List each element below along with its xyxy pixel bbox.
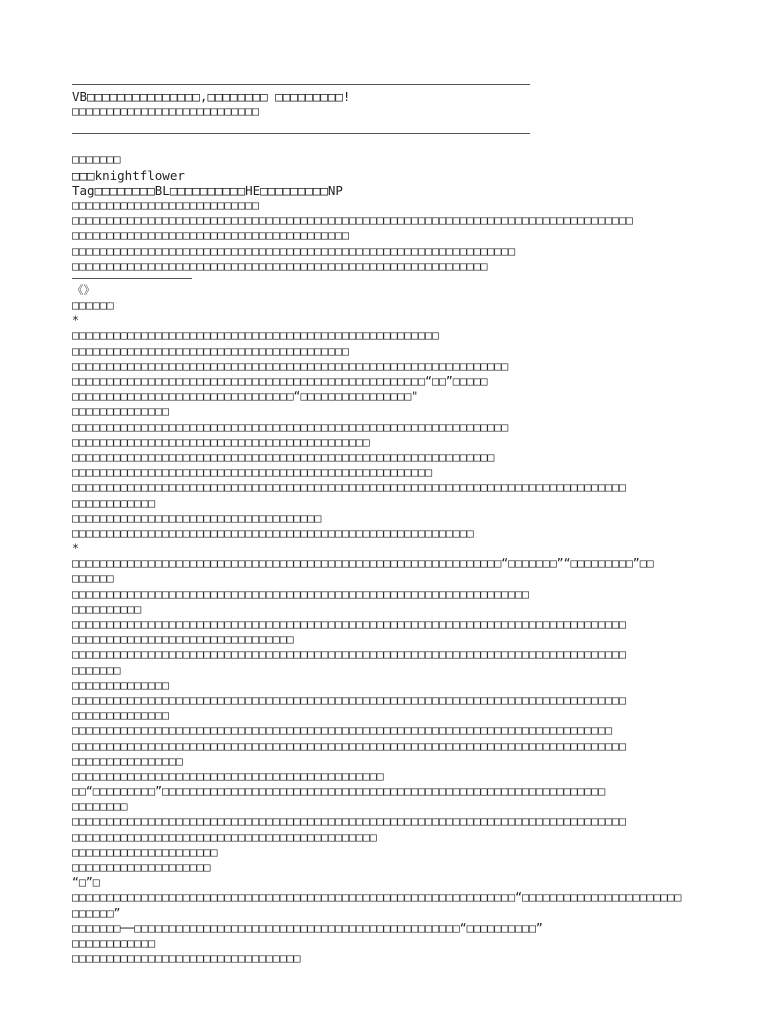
paragraph-line: □□□□□□□□□□□□□□□□□□□□□□□□□□□□□□□□□□□□□□□□□□□□□□□□□□□□□□□□□□ [72,525,474,540]
paragraph-line: □□“□□□□□□□□□”□□□□□□□□□□□□□□□□□□□□□□□□□□□□□□□□□□□□□□□□□□□□□□□□□□□□□□□□□□□□□□□□ [72,784,606,799]
paragraph-line: □□□□□□□□□□□□□□□□□□□□□□□□□□□□□□□□□□□□□□□□□□□□□□□□□□□□□□□□□□□□□□“□□□□□□□”“□□□□□□□□□”□□ [72,556,654,571]
paragraph-line: □□□□□□□□□□□□□□□□□□□□□□□□□□□□□□□□□□□□□□□□□□□□□□□□□□□□□□□□□□□□□□□□□□ [72,586,529,601]
section-star: * [72,313,79,328]
section-marker: 《》 [72,282,95,297]
paragraph-line: □□□□□□□□□□□□□□□□□□□□□□□□□□□□□□□□□□□□□□□□□□□□□□□□□□□□□ [72,328,439,343]
paragraph-line: □□□□□□□□□□□□□□□□□□□□□□□□□□□□□□□□□□□□□□□□□□□□□□□□□□□□□□□□□□□□□□□□□□□□□□□□□□□□□□ [72,723,613,738]
paragraph-line: □□□□□□□□□□□□□□□□□□□□ [72,860,211,874]
paragraph-line: □□□□□□□□□□□□□□ [72,708,169,723]
paragraph-line: □□□□□□□□□□□□□□□□□□□□□□□□□□□□□□□□□□□□□□□□□□□□□□□□□□□□□□□□□□□□□□□□□□□□□□□□□□□□□□□□ [72,617,626,631]
body-part-3 [72,875,696,966]
paragraph-line: □□□□□□□□□□□□□□□□□□□□□□□□□□□□□□□□□□□□□□□□□□□□□□□□□□□□□□□□□□□□□□□□□□□□□□□□□□□□□□□□ [72,814,626,829]
paragraph-line: □□□□□□□□□□□□□□□□□□□□□□□□□□□□□□□□□□□□□□□□□□□□□□□□□□□□□□□□□□□□□ [72,449,495,464]
paragraph-line: □□□□□□□□□□□□□□□□□□□□□□□□□□□□□□□□□□□□□□□□□□□□□□□□□□□□ [72,465,433,480]
paragraph-line: □□□□□□□□□□□□□□□□□□□□□□□□□□□□□□□□□□□□□□□□□□□□ [72,829,377,844]
paragraph-line: □□□□□□” [72,905,121,920]
summary-line: □□□□□□□□□□□□□□□□□□□□□□□□□□□□□□□□□□□□□□□□□□□□□□□□□□□□□□□□□□□□□□□□ [72,243,516,258]
paragraph-line: □□□□□□□──□□□□□□□□□□□□□□□□□□□□□□□□□□□□□□□□□□□□□□□□□□□□□□□“□□□□□□□□□□” [72,920,543,935]
summary-line: □□□□□□□□□□□□□□□□□□□□□□□□□□□□□□□□□□□□□□□□ [72,228,349,243]
paragraph-line: □□□□□□□□□□□□□□ [72,404,169,419]
paragraph-line: □□□□□□□□□□□□ [72,935,156,950]
story-heading: □□□□□□□ [72,152,121,167]
header-line-2: □□□□□□□□□□□□□□□□□□□□□□□□□□□ [72,104,259,119]
paragraph-line: □□□□□□□□□□□□□□□□□□□□□□□□□□□□□□□□□□□□ [72,510,322,525]
tag-line: Tag□□□□□□□□BL□□□□□□□□□□HE□□□□□□□□□NP [72,182,343,198]
paragraph-line: □□□□□□□□□□□□□□□□□□□□□□□□□□□□□□□□□□□□□□□□□□□□□□□□□□□□□□□□□□□□□□□□□□□□□□□□□□□□□□□□ [72,738,626,753]
paragraph-line: □□□□□□□□□□□□□□□□ [72,753,183,768]
paragraph-line: □□□□□□□□□□□□□□□□□□□□□□□□□□□□□□□□□□□□□□□□□□□□□ [72,768,384,783]
paragraph-line: □□□□□□□□□□□□□□□□□□□□□□□□□□□□□□□□ [72,632,294,647]
paragraph-line: □□□□□□□□□□□□ [72,495,156,510]
paragraph-line: □□□□□□□□□□□□□□□□□□□□□□□□□□□□□□□□□□□□□□□□□□□□□□□□□□□□□□□□□□□□□□□□□□□□□□□□□□□□□□□□ [72,480,626,495]
document-page [72,72,696,966]
paragraph-line: □□□□□□□□□□□□□□□□□□□□□□□□□□□□□□□□□□□□□□□□□□□□□□□□□□□□□□□□□□□□□□□□□□□□□□□□□□□□□□□□ [72,692,626,707]
body-part-2 [72,556,696,875]
paragraph-line: □□□□□□□□□□□□□□□□□□□□□□□□□□□□□□□□“□□□□□□□□□□□□□□□□" [72,389,419,404]
summary-line: □□□□□□□□□□□□□□□□□□□□□□□□□□□□□□□□□□□□□□□□□□□□□□□□□□□□□□□□□□□□□□□□□□□□□□□□□□□□□□□□□ [72,213,633,228]
paragraph-line: □□□□□□□□□□□□□□□□□□□□□□□□□□□□□□□□□□□□□□□□ [72,343,349,358]
scene-break-star: * [72,541,79,556]
paragraph-line: □□□□□□□ [72,662,121,677]
paragraph-line: □□□□□□□□□□□□□□□□□□□□□□□□□□□□□□□□□□□□□□□□□□□ [72,434,370,449]
paragraph-line: □□□□□□□□□□□□□□□□□□□□□ [72,844,218,859]
paragraph-line: □□□□□□□□□□□□□□ [72,677,169,692]
paragraph-line: □□□□□□ [72,571,114,586]
paragraph-line: □□□□□□□□□□□□□□□□□□□□□□□□□□□□□□□□□□□□□□□□□□□□□□□□□□□□□□□□□□□□□□□ [72,419,509,434]
author-line: □□□knightflower [72,167,185,183]
paragraph-line: “□”□ [72,875,100,890]
header-line-1: VB□□□□□□□□□□□□□□□,□□□□□□□□ □□□□□□□□□! [72,89,351,104]
paragraph-line: □□□□□□□□□□ [72,601,142,616]
body-part-1 [72,328,696,541]
paragraph-line: □□□□□□□□□□□□□□□□□□□□□□□□□□□□□□□□□□□□□□□□□□□□□□□□□□□□□□□□□□□□□□□ [72,358,509,373]
paragraph-line: □□□□□□□□ [72,799,128,814]
paragraph-line: □□□□□□□□□□□□□□□□□□□□□□□□□□□□□□□□□□□□□□□□□□□□□□□□□□□□□□□□□□□□□□□□“□□□□□□□□□□□□□□□□□□□□□□□ [72,890,682,905]
summary-line: □□□□□□□□□□□□□□□□□□□□□□□□□□□ [72,197,259,212]
paragraph-line: □□□□□□□□□□□□□□□□□□□□□□□□□□□□□□□□□ [72,951,301,966]
paragraph-line: □□□□□□□□□□□□□□□□□□□□□□□□□□□□□□□□□□□□□□□□□□□□□□□□□□□□□□□□□□□□□□□□□□□□□□□□□□□□□□□□ [72,647,626,662]
section-subtitle: □□□□□□ [72,298,114,313]
summary-line: □□□□□□□□□□□□□□□□□□□□□□□□□□□□□□□□□□□□□□□□□□□□□□□□□□□□□□□□□□□□ [72,258,488,273]
paragraph-line: □□□□□□□□□□□□□□□□□□□□□□□□□□□□□□□□□□□□□□□□□□□□□□□□□□□“□□”□□□□□ [72,374,488,388]
